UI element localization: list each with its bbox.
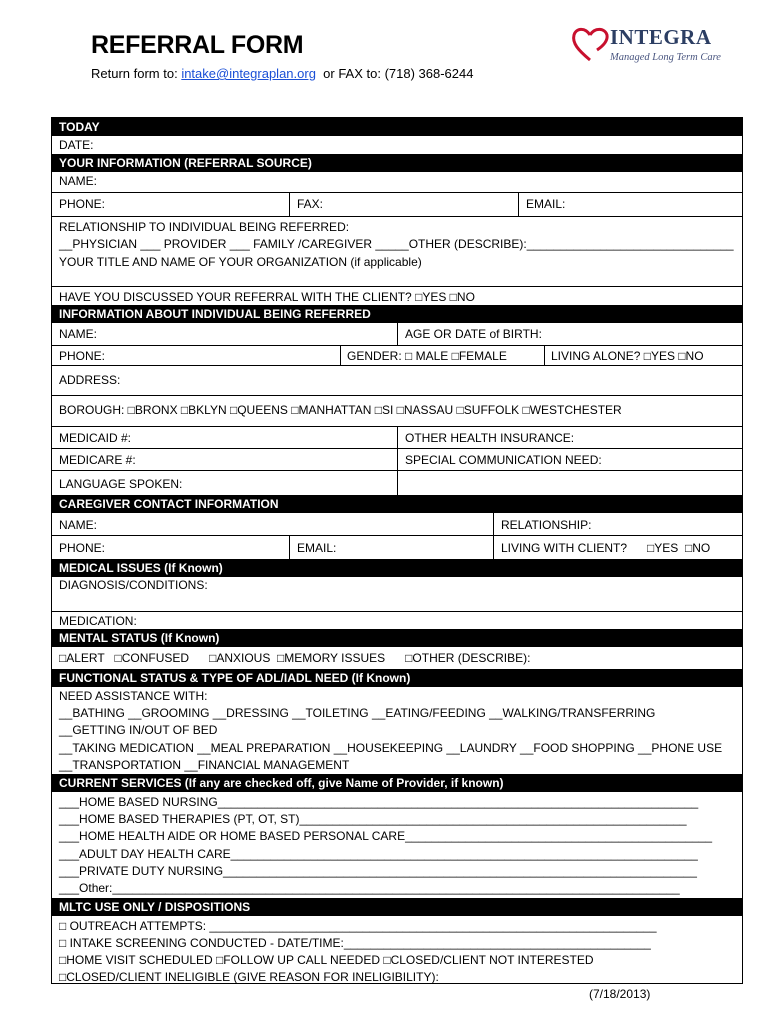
functional-header-row bbox=[52, 669, 742, 687]
source-name-label: NAME: bbox=[59, 174, 98, 188]
individual-name-row bbox=[52, 323, 742, 345]
source-email-cell[interactable] bbox=[518, 193, 742, 217]
iadl-options-line-1[interactable]: __TAKING MEDICATION __MEAL PREPARATION __HOUSEKEEPING __LAUNDRY __FOOD SHOPPING __PHONE USE bbox=[59, 741, 723, 755]
medicaid-label: MEDICAID #: bbox=[59, 431, 132, 445]
mental-header: MENTAL STATUS (If Known) bbox=[59, 631, 220, 645]
medicare-cell[interactable] bbox=[52, 449, 397, 471]
heart-logo-icon bbox=[570, 24, 610, 64]
individual-phone-row bbox=[52, 345, 742, 366]
service-other[interactable]: ___Other:_____________________________________________________________________________________ bbox=[59, 881, 680, 895]
medicaid-row bbox=[52, 426, 742, 449]
living-alone-cell[interactable] bbox=[544, 346, 742, 366]
today-header: TODAY bbox=[59, 120, 100, 134]
language-right-cell[interactable] bbox=[397, 471, 742, 496]
address-row[interactable] bbox=[52, 365, 742, 396]
source-fax-label: FAX: bbox=[297, 197, 324, 211]
address-label: ADDRESS: bbox=[59, 373, 121, 387]
diagnosis-label: DIAGNOSIS/CONDITIONS: bbox=[59, 578, 208, 592]
borough-row[interactable] bbox=[52, 395, 742, 427]
age-label: AGE OR DATE of BIRTH: bbox=[405, 327, 542, 341]
source-phone-row bbox=[52, 192, 742, 217]
disposition-options[interactable]: □HOME VISIT SCHEDULED □FOLLOW UP CALL NEEDED □CLOSED/CLIENT NOT INTERESTED bbox=[59, 953, 594, 967]
intake-screening[interactable]: □ INTAKE SCREENING CONDUCTED - DATE/TIME:______________________________________________ bbox=[59, 936, 651, 950]
individual-name-label: NAME: bbox=[59, 327, 98, 341]
individual-phone-label: PHONE: bbox=[59, 349, 106, 363]
intake-email-link[interactable]: intake@integraplan.org bbox=[181, 66, 316, 81]
source-fax-cell[interactable] bbox=[289, 193, 518, 217]
source-header: YOUR INFORMATION (REFERRAL SOURCE) bbox=[59, 156, 312, 170]
adl-options-line-1[interactable]: __BATHING __GROOMING __DRESSING __TOILETING __EATING/FEEDING __WALKING/TRANSFERRING bbox=[59, 706, 656, 720]
caregiver-phone-cell[interactable] bbox=[52, 536, 289, 560]
services-block bbox=[52, 792, 742, 898]
functional-block bbox=[52, 687, 742, 774]
today-header-row bbox=[52, 118, 742, 136]
caregiver-phone-row bbox=[52, 535, 742, 560]
living-with-options: LIVING WITH CLIENT? □YES □NO bbox=[501, 541, 711, 555]
special-comm-label: SPECIAL COMMUNICATION NEED: bbox=[405, 453, 602, 467]
form-title: REFERRAL FORM bbox=[91, 31, 304, 59]
caregiver-relationship-label: RELATIONSHIP: bbox=[501, 518, 592, 532]
special-comm-cell[interactable] bbox=[397, 449, 742, 471]
source-email-label: EMAIL: bbox=[526, 197, 566, 211]
source-phone-label: PHONE: bbox=[59, 197, 106, 211]
integra-logo bbox=[570, 22, 740, 72]
functional-header: FUNCTIONAL STATUS & TYPE OF ADL/IADL NEED (If Known) bbox=[59, 671, 411, 685]
service-adult-day-care[interactable]: ___ADULT DAY HEALTH CARE______________________________________________________________________ bbox=[59, 847, 698, 861]
medication-label: MEDICATION: bbox=[59, 614, 137, 628]
fax-text: or FAX to: (718) 368-6244 bbox=[315, 66, 474, 81]
medicare-label: MEDICARE #: bbox=[59, 453, 136, 467]
logo-subtitle: Managed Long Term Care bbox=[610, 52, 721, 63]
individual-header: INFORMATION ABOUT INDIVIDUAL BEING REFERRED bbox=[59, 307, 371, 321]
services-header: CURRENT SERVICES (If any are checked off, give Name of Provider, if known) bbox=[59, 776, 504, 790]
source-phone-cell[interactable] bbox=[52, 193, 289, 217]
mental-options: □ALERT □CONFUSED □ANXIOUS □MEMORY ISSUES □OTHER (DESCRIBE): bbox=[59, 651, 531, 665]
borough-options: BOROUGH: □BRONX □BKLYN □QUEENS □MANHATTAN □SI □NASSAU □SUFFOLK □WESTCHESTER bbox=[59, 403, 622, 417]
service-private-nursing[interactable]: ___PRIVATE DUTY NURSING_______________________________________________________________________ bbox=[59, 864, 697, 878]
date-label: DATE: bbox=[59, 138, 94, 152]
individual-phone-cell[interactable] bbox=[52, 346, 340, 366]
individual-header-row bbox=[52, 305, 742, 323]
caregiver-phone-label: PHONE: bbox=[59, 541, 106, 555]
need-assistance-label: NEED ASSISTANCE WITH: bbox=[59, 689, 208, 703]
caregiver-name-label: NAME: bbox=[59, 518, 98, 532]
medical-header: MEDICAL ISSUES (If Known) bbox=[59, 561, 223, 575]
living-with-cell[interactable] bbox=[493, 536, 742, 560]
referral-form-table bbox=[51, 117, 743, 984]
services-header-row bbox=[52, 774, 742, 792]
logo-name: INTEGRA bbox=[610, 25, 712, 49]
age-cell[interactable] bbox=[397, 323, 742, 345]
mltc-header-row bbox=[52, 898, 742, 916]
title-org-label: YOUR TITLE AND NAME OF YOUR ORGANIZATION (if applicable) bbox=[59, 255, 422, 269]
date-row[interactable] bbox=[52, 136, 742, 154]
caregiver-header-row bbox=[52, 495, 742, 513]
relationship-label: RELATIONSHIP TO INDIVIDUAL BEING REFERRED: bbox=[59, 220, 350, 234]
medical-header-row bbox=[52, 559, 742, 577]
source-name-row[interactable] bbox=[52, 172, 742, 192]
individual-name-cell[interactable] bbox=[52, 323, 397, 345]
relationship-row bbox=[52, 216, 742, 287]
iadl-options-line-2[interactable]: __TRANSPORTATION __FINANCIAL MANAGEMENT bbox=[59, 758, 350, 772]
mental-options-row[interactable] bbox=[52, 647, 742, 668]
caregiver-email-cell[interactable] bbox=[289, 536, 493, 560]
mltc-header: MLTC USE ONLY / DISPOSITIONS bbox=[59, 900, 251, 914]
diagnosis-row[interactable] bbox=[52, 577, 742, 611]
discussed-row[interactable] bbox=[52, 286, 742, 305]
outreach-attempts[interactable]: □ OUTREACH ATTEMPTS: ___________________________________________________________________ bbox=[59, 919, 657, 933]
discussed-question: HAVE YOU DISCUSSED YOUR REFERRAL WITH THE CLIENT? □YES □NO bbox=[59, 290, 475, 304]
medication-row[interactable] bbox=[52, 611, 742, 630]
language-cell[interactable] bbox=[52, 471, 397, 496]
service-home-nursing[interactable]: ___HOME BASED NURSING________________________________________________________________________ bbox=[59, 795, 699, 809]
caregiver-email-label: EMAIL: bbox=[297, 541, 337, 555]
mltc-block bbox=[52, 916, 742, 985]
caregiver-name-cell[interactable] bbox=[52, 513, 493, 535]
other-insurance-cell[interactable] bbox=[397, 427, 742, 449]
closed-ineligible[interactable]: □CLOSED/CLIENT INELIGIBLE (GIVE REASON FOR INELIGIBILITY): bbox=[59, 970, 439, 984]
caregiver-name-row bbox=[52, 513, 742, 535]
relationship-options[interactable]: __PHYSICIAN ___ PROVIDER ___ FAMILY /CAREGIVER _____OTHER (DESCRIBE):_______________________________ bbox=[59, 237, 734, 251]
service-home-therapies[interactable]: ___HOME BASED THERAPIES (PT, OT, ST)__________________________________________________________ bbox=[59, 812, 687, 826]
service-home-health-aide[interactable]: ___HOME HEALTH AIDE OR HOME BASED PERSONAL CARE______________________________________________ bbox=[59, 829, 713, 843]
other-insurance-label: OTHER HEALTH INSURANCE: bbox=[405, 431, 575, 445]
adl-options-line-2[interactable]: __GETTING IN/OUT OF BED bbox=[59, 723, 218, 737]
return-instructions bbox=[91, 66, 473, 81]
language-row bbox=[52, 470, 742, 496]
return-prefix: Return form to: bbox=[91, 66, 182, 81]
medicare-row bbox=[52, 448, 742, 471]
caregiver-relationship-cell[interactable] bbox=[493, 513, 742, 535]
source-header-row bbox=[52, 154, 742, 172]
mental-header-row bbox=[52, 629, 742, 647]
gender-options: GENDER: □ MALE □FEMALE bbox=[347, 349, 507, 363]
language-label: LANGUAGE SPOKEN: bbox=[59, 477, 183, 491]
revision-date: (7/18/2013) bbox=[589, 987, 651, 1001]
caregiver-header: CAREGIVER CONTACT INFORMATION bbox=[59, 497, 279, 511]
medicaid-cell[interactable] bbox=[52, 427, 397, 449]
gender-cell[interactable] bbox=[340, 346, 544, 366]
living-alone-options: LIVING ALONE? □YES □NO bbox=[551, 349, 704, 363]
